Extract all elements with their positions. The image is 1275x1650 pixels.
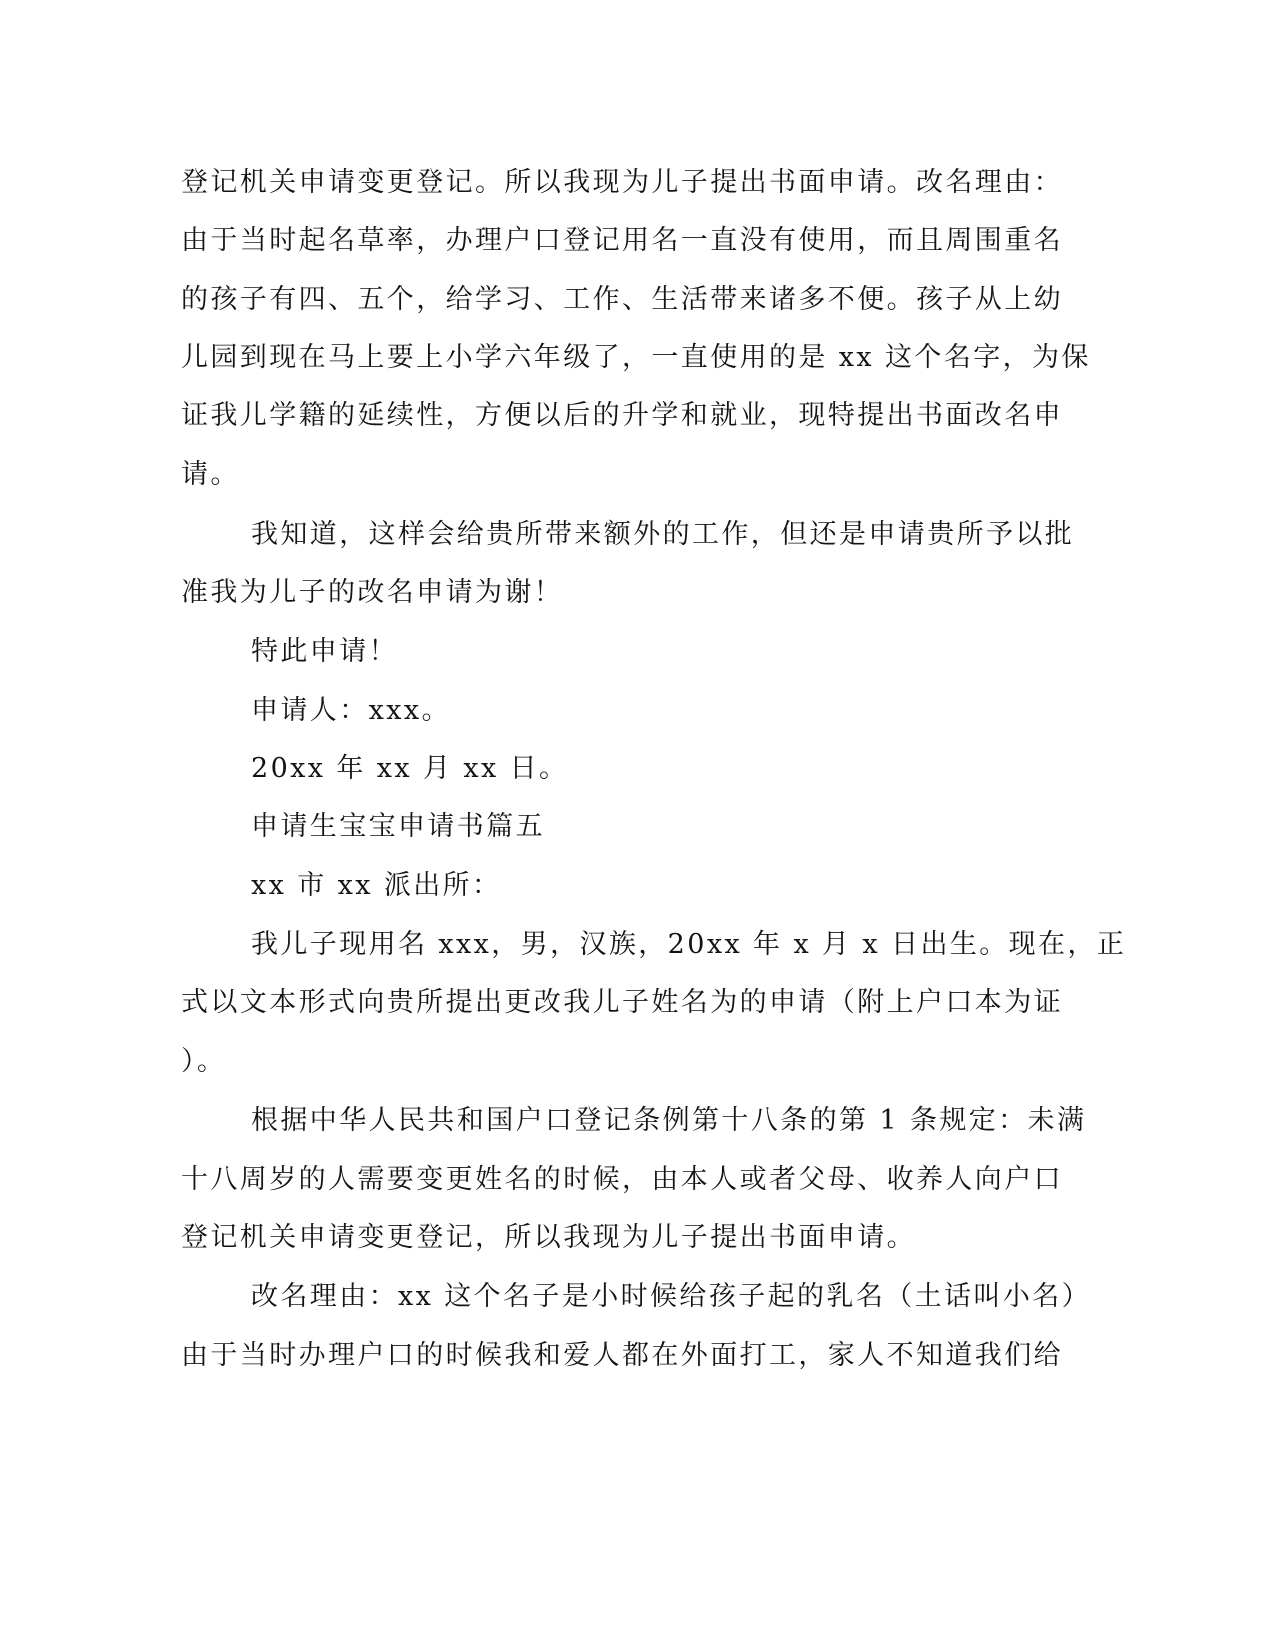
text-line: ）。	[181, 1046, 227, 1077]
text-line: 由于当时办理户口的时候我和爱人都在外面打工，家人不知道我们给	[181, 1340, 1063, 1371]
text-line: 我儿子现用名 xxx，男，汉族，20xx 年 x 月 x 日出生。现在，正	[251, 929, 1127, 960]
text-line: 十八周岁的人需要变更姓名的时候，由本人或者父母、收养人向户口	[181, 1164, 1063, 1195]
text-line: 申请人：xxx。	[251, 695, 451, 726]
text-line: 准我为儿子的改名申请为谢！	[181, 577, 564, 608]
text-line: 的孩子有四、五个，给学习、工作、生活带来诸多不便。孩子从上幼	[181, 284, 1063, 315]
text-line: 登记机关申请变更登记，所以我现为儿子提出书面申请。	[181, 1222, 916, 1253]
text-line: 式以文本形式向贵所提出更改我儿子姓名为的申请（附上户口本为证	[181, 987, 1063, 1018]
text-line: 根据中华人民共和国户口登记条例第十八条的第 1 条规定：未满	[251, 1105, 1087, 1136]
text-line: 改名理由：xx 这个名子是小时候给孩子起的乳名（土话叫小名）	[251, 1281, 1092, 1312]
text-line: 我知道，这样会给贵所带来额外的工作，但还是申请贵所予以批	[251, 519, 1075, 550]
text-line: xx 市 xx 派出所：	[251, 870, 502, 901]
section-heading: 申请生宝宝申请书篇五	[251, 811, 545, 842]
text-line: 20xx 年 xx 月 xx 日。	[251, 753, 569, 784]
text-line: 儿园到现在马上要上小学六年级了，一直使用的是 xx 这个名字，为保	[181, 342, 1091, 373]
text-line: 请。	[181, 459, 240, 490]
text-line: 由于当时起名草率，办理户口登记用名一直没有使用，而且周围重名	[181, 225, 1063, 256]
text-line: 特此申请！	[251, 636, 398, 667]
text-line: 证我儿学籍的延续性，方便以后的升学和就业，现特提出书面改名申	[181, 400, 1063, 431]
text-line: 登记机关申请变更登记。所以我现为儿子提出书面申请。改名理由：	[181, 167, 1063, 198]
